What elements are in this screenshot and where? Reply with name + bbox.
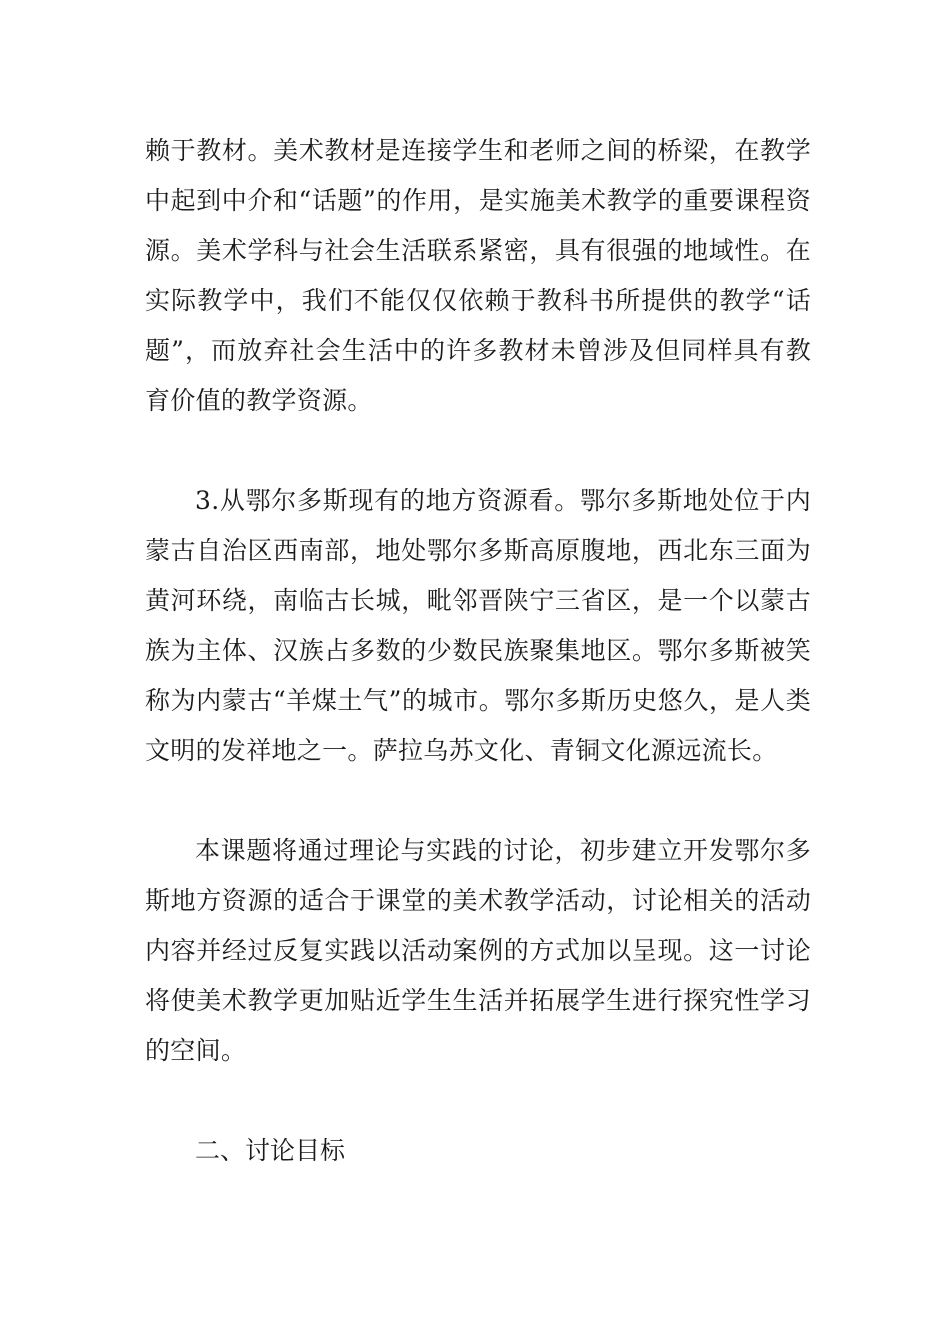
paragraph-spacer (145, 1076, 811, 1126)
section-heading-goals: 二、讨论目标 (195, 1136, 346, 1165)
paragraph-spacer (145, 426, 811, 476)
paragraph-ordos-local-resources: 3.从鄂尔多斯现有的地方资源看。鄂尔多斯地处位于内蒙古自治区西南部，地处鄂尔多斯高原腹地，西北东三面为黄河环绕，南临古长城，毗邻晋陕宁三省区，是一个以蒙古族为主体、汉族占多数的少数民族聚集地区。鄂尔多斯被笑称为内蒙古“羊煤土气”的城市。鄂尔多斯历史悠久，是人类文明的发祥地之一。萨拉乌苏文化、青铜文化源远流长。 (145, 486, 811, 765)
document-body (145, 126, 811, 1176)
paragraph-textbook-resources: 赖于教材。美术教材是连接学生和老师之间的桥梁，在教学中起到中介和“话题”的作用，是实施美术教学的重要课程资源。美术学科与社会生活联系紧密，具有很强的地域性。在实际教学中，我们不能仅仅依赖于教科书所提供的教学“话题”，而放弃社会生活中的许多教材未曾涉及但同样具有教育价值的教学资源。 (145, 136, 811, 415)
paragraph-research-plan: 本课题将通过理论与实践的讨论，初步建立开发鄂尔多斯地方资源的适合于课堂的美术教学活动，讨论相关的活动内容并经过反复实践以活动案例的方式加以呈现。这一讨论将使美术教学更加贴近学生生活并拓展学生进行探究性学习的空间。 (145, 836, 811, 1065)
paragraph-spacer (145, 776, 811, 826)
